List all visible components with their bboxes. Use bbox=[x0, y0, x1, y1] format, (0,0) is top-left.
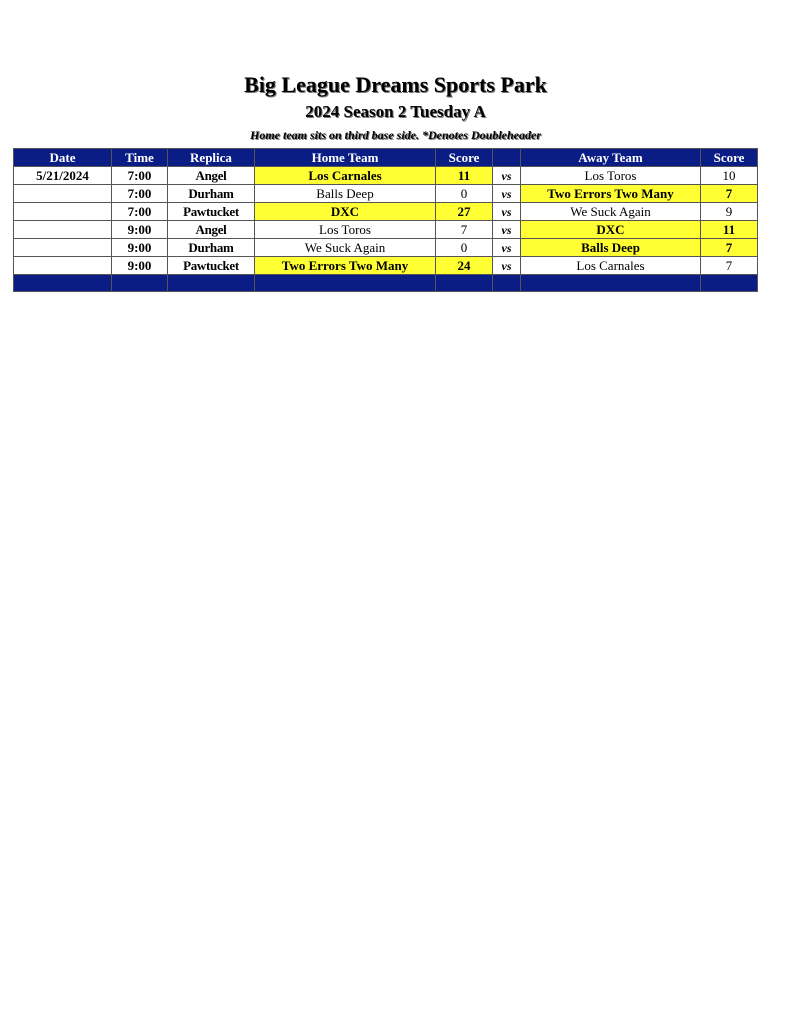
cell-replica: Angel bbox=[168, 167, 255, 185]
cell-vs: vs bbox=[493, 167, 521, 185]
cell-home-team: Los Toros bbox=[255, 221, 436, 239]
col-header-home-team: Home Team bbox=[255, 149, 436, 167]
cell-date bbox=[14, 239, 112, 257]
cell-replica: Durham bbox=[168, 239, 255, 257]
table-footer-row bbox=[14, 275, 758, 292]
footer-cell bbox=[521, 275, 701, 292]
cell-replica: Angel bbox=[168, 221, 255, 239]
footer-cell bbox=[701, 275, 758, 292]
table-row bbox=[14, 167, 758, 185]
page-subtitle: 2024 Season 2 Tuesday A bbox=[305, 102, 486, 121]
table-row bbox=[14, 203, 758, 221]
schedule-note: Home team sits on third base side. *Denotes Doubleheader bbox=[250, 128, 541, 142]
cell-date bbox=[14, 221, 112, 239]
cell-away-score: 7 bbox=[701, 185, 758, 203]
table-row bbox=[14, 221, 758, 239]
cell-away-team: Balls Deep bbox=[521, 239, 701, 257]
cell-away-team: Los Toros bbox=[521, 167, 701, 185]
footer-cell bbox=[436, 275, 493, 292]
cell-vs: vs bbox=[493, 239, 521, 257]
cell-away-score: 11 bbox=[701, 221, 758, 239]
cell-time: 7:00 bbox=[112, 203, 168, 221]
cell-time: 7:00 bbox=[112, 185, 168, 203]
cell-home-score: 27 bbox=[436, 203, 493, 221]
cell-home-score: 11 bbox=[436, 167, 493, 185]
col-header-home-score: Score bbox=[436, 149, 493, 167]
cell-time: 9:00 bbox=[112, 221, 168, 239]
cell-vs: vs bbox=[493, 185, 521, 203]
col-header-replica: Replica bbox=[168, 149, 255, 167]
cell-away-score: 9 bbox=[701, 203, 758, 221]
cell-date bbox=[14, 203, 112, 221]
cell-away-score: 10 bbox=[701, 167, 758, 185]
cell-date bbox=[14, 185, 112, 203]
cell-away-team: DXC bbox=[521, 221, 701, 239]
footer-cell bbox=[112, 275, 168, 292]
cell-date: 5/21/2024 bbox=[14, 167, 112, 185]
cell-vs: vs bbox=[493, 257, 521, 275]
cell-replica: Pawtucket bbox=[168, 257, 255, 275]
cell-time: 9:00 bbox=[112, 257, 168, 275]
cell-home-score: 24 bbox=[436, 257, 493, 275]
cell-home-team: Los Carnales bbox=[255, 167, 436, 185]
cell-home-team: DXC bbox=[255, 203, 436, 221]
footer-cell bbox=[493, 275, 521, 292]
cell-away-score: 7 bbox=[701, 239, 758, 257]
cell-vs: vs bbox=[493, 203, 521, 221]
cell-time: 9:00 bbox=[112, 239, 168, 257]
cell-time: 7:00 bbox=[112, 167, 168, 185]
cell-away-team: Two Errors Two Many bbox=[521, 185, 701, 203]
cell-away-score: 7 bbox=[701, 257, 758, 275]
schedule-table bbox=[13, 148, 758, 292]
footer-cell bbox=[14, 275, 112, 292]
cell-away-team: We Suck Again bbox=[521, 203, 701, 221]
cell-home-team: Two Errors Two Many bbox=[255, 257, 436, 275]
cell-vs: vs bbox=[493, 221, 521, 239]
col-header-time: Time bbox=[112, 149, 168, 167]
schedule-body bbox=[14, 167, 758, 292]
cell-date bbox=[14, 257, 112, 275]
col-header-date: Date bbox=[14, 149, 112, 167]
table-row bbox=[14, 185, 758, 203]
cell-replica: Pawtucket bbox=[168, 203, 255, 221]
col-header-away-team: Away Team bbox=[521, 149, 701, 167]
col-header-away-score: Score bbox=[701, 149, 758, 167]
page-title: Big League Dreams Sports Park bbox=[244, 72, 547, 97]
cell-home-score: 7 bbox=[436, 221, 493, 239]
cell-home-team: Balls Deep bbox=[255, 185, 436, 203]
table-row bbox=[14, 257, 758, 275]
cell-home-score: 0 bbox=[436, 185, 493, 203]
cell-home-score: 0 bbox=[436, 239, 493, 257]
cell-away-team: Los Carnales bbox=[521, 257, 701, 275]
col-header-vs bbox=[493, 149, 521, 167]
header-row bbox=[14, 149, 758, 167]
footer-cell bbox=[168, 275, 255, 292]
footer-cell bbox=[255, 275, 436, 292]
table-row bbox=[14, 239, 758, 257]
cell-home-team: We Suck Again bbox=[255, 239, 436, 257]
cell-replica: Durham bbox=[168, 185, 255, 203]
